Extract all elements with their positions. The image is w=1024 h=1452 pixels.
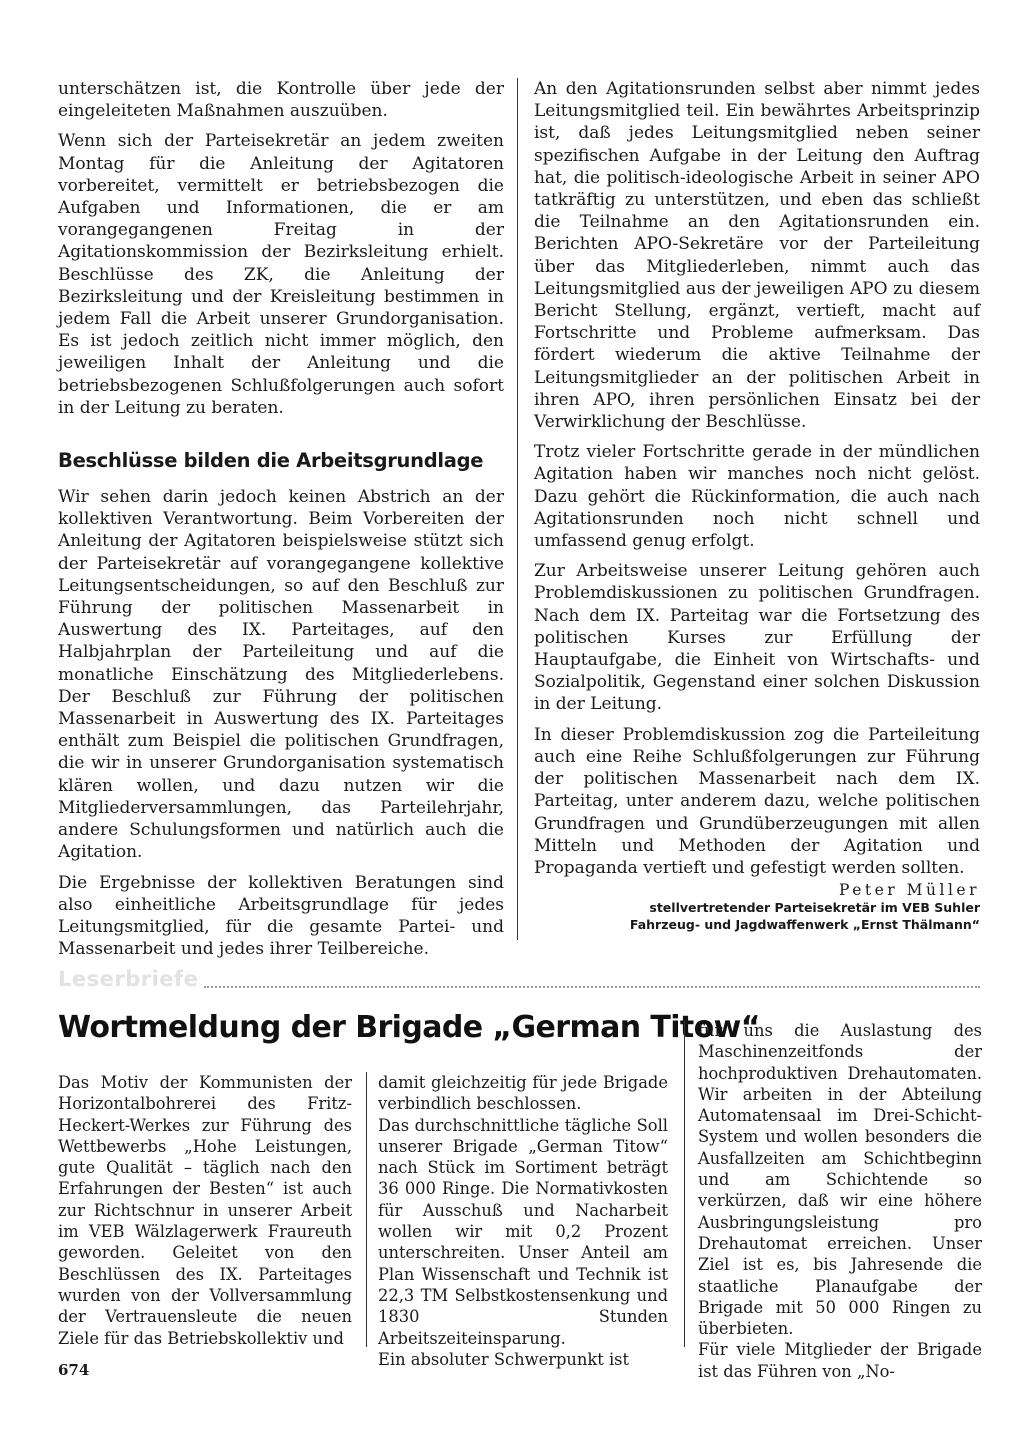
section-label: Leserbriefe xyxy=(58,967,199,991)
letter-column-3 xyxy=(698,1020,982,1382)
column-divider xyxy=(517,78,518,940)
subheading: Beschlüsse bilden die Arbeitsgrundlage xyxy=(58,449,484,473)
author-role: Fahrzeug- und Jagdwaffenwerk „Ernst Thälmann“ xyxy=(629,917,980,933)
column-divider xyxy=(684,1020,685,1347)
article-right-column xyxy=(534,78,980,933)
paragraph: Wir sehen darin jedoch keinen Abstrich an der kollektiven Verantwortung. Beim Vorbereiten der Anleitung der Agitatoren beispielsweise stützt sich der Parteisekretär auf vorangegangene kollektive Leitungsentscheidungen, so auf den Beschluß zur Führung der politischen Massenarbeit in Auswertung des IX. Parteitages, auf den Halbjahrplan der Parteileitung und auf die monatliche Einschätzung des Mitgliederlebens. Der Beschluß zur Führung der politischen Massenarbeit in Auswertung des IX. Parteitages enthält zum Beispiel die politischen Grundfragen, die wir in unserer Grundorganisation systematisch klären wollen, und dazu nutzen wir die Mitgliederversammlungen, das Parteilehrjahr, andere Schulungsformen und natürlich auch die Agitation. xyxy=(58,487,504,863)
paragraph: Trotz vieler Fortschritte gerade in der mündlichen Agitation haben wir manches noch nicht gelöst. Dazu gehört die Rückinformation, die auch nach Agitationsrunden noch nicht schnell und umfassend genug erfolgt. xyxy=(534,442,980,552)
paragraph: An den Agitationsrunden selbst aber nimmt jedes Leitungsmitglied teil. Ein bewährtes Arbeitsprinzip ist, daß jedes Leitungsmitglied neben seiner spezifischen Aufgabe in der Leitung den Auftrag hat, die politisch-ideologische Arbeit in seiner APO tatkräftig zu unterstützen, und eben das schließt die Teilnahme an den Agitationsrunden ein. Berichten APO-Sekretäre vor der Parteileitung über das Mitgliederleben, nimmt auch das Leitungsmitglied aus der jeweiligen APO zu diesem Bericht Stellung, ergänzt, vertieft, macht auf Fortschritte und Probleme aufmerksam. Das fördert wiederum die aktive Teilnahme der Leitungsmitglieder an der politischen Arbeit in ihren APO, ihren persönlichen Einsatz bei der Verwirklichung der Beschlüsse. xyxy=(534,79,980,433)
paragraph: Wenn sich der Parteisekretär an jedem zweiten Montag für die Anleitung der Agitatoren vorbereitet, vermittelt er betriebsbezogen die Aufgaben und Informationen, die er am vorangegangenen Freitag in der Agitationskommission der Bezirksleitung erhielt. Beschlüsse des ZK, die Anleitung der Bezirksleitung und der Kreisleitung bestimmen in jedem Fall die Arbeit unserer Grundorganisation. Es ist jedoch zeitlich nicht immer möglich, den jeweiligen Inhalt der Anleitung und die betriebsbezogenen Schlußfolgerungen auch sofort in der Leitung zu beraten. xyxy=(58,131,504,418)
paragraph: Ein absoluter Schwerpunkt ist xyxy=(378,1349,630,1369)
section-divider xyxy=(204,986,980,988)
page-number: 674 xyxy=(58,1361,90,1379)
letter-column-2 xyxy=(378,1072,668,1370)
paragraph: Das durchschnittliche tägliche Soll unserer Brigade „German Titow“ nach Stück im Sortiment beträgt 36 000 Ringe. Die Normativkosten für Ausschuß und Nacharbeit wollen wir mit 0,2 Prozent unterschreiten. Unser Anteil am Plan Wissenschaft und Technik ist 22,3 TM Selbstkostensenkung und 1830 Stunden Arbeitszeiteinsparung. xyxy=(378,1115,668,1348)
paragraph: für uns die Auslastung des Maschinenzeitfonds der hochproduktiven Drehautomaten. Wir arbeiten in der Abteilung Automatensaal im Drei-Schicht-System und wollen besonders die Ausfallzeiten am Schichtbeginn und am Schichtende so verkürzen, daß wir eine höhere Ausbringungsleistung pro Drehautomat erreichen. Unser Ziel ist es, bis Jahresende die staatliche Planaufgabe der Brigade mit 50 000 Ringen zu überbieten. xyxy=(698,1021,982,1339)
paragraph: damit gleichzeitig für jede Brigade verbindlich beschlossen. xyxy=(378,1073,668,1114)
author-role: stellvertretender Parteisekretär im VEB Suhler xyxy=(649,900,980,916)
article-left-column xyxy=(58,78,504,968)
author-name: Peter Müller xyxy=(839,881,980,900)
letter-column-1 xyxy=(58,1072,352,1349)
column-divider xyxy=(366,1072,367,1347)
paragraph: Für viele Mitglieder der Brigade ist das Führen von „No- xyxy=(698,1340,982,1381)
paragraph: Zur Arbeitsweise unserer Leitung gehören auch Problemdiskussionen zu politischen Grundfragen. Nach dem IX. Parteitag war die Fortsetzung des politischen Kurses zur Erfüllung der Hauptaufgabe, die Einheit von Wirtschafts- und Sozialpolitik, Gegenstand einer solchen Diskussion in der Leitung. xyxy=(534,561,980,715)
article-title: Wortmeldung der Brigade „German Titow“ xyxy=(58,1010,760,1045)
paragraph: unterschätzen ist, die Kontrolle über jede der eingeleiteten Maßnahmen auszuüben. xyxy=(58,79,504,122)
paragraph: Die Ergebnisse der kollektiven Beratungen sind also einheitliche Arbeitsgrundlage für jedes Leitungsmitglied, für die gesamte Partei- und Massenarbeit und jedes ihrer Teilbereiche. xyxy=(58,872,504,960)
paragraph: In dieser Problemdiskussion zog die Parteileitung auch eine Reihe Schlußfolgerungen zur Führung der politischen Massenarbeit nach dem IX. Parteitag, unter anderem dazu, welche politischen Grundfragen und Grundüberzeugungen mit allen Mitteln und Methoden der Agitation und Propaganda vertieft und gefestigt werden sollten. xyxy=(534,724,980,878)
paragraph: Das Motiv der Kommunisten der Horizontalbohrerei des Fritz-Heckert-Werkes zur Führung des Wettbewerbs „Hohe Leistungen, gute Qualität – täglich nach den Erfahrungen der Besten“ ist auch zur Richtschnur in unserer Arbeit im VEB Wälzlagerwerk Fraureuth geworden. Geleitet von den Beschlüssen des IX. Parteitages wurden von der Vollversammlung der Vertrauensleute die neuen Ziele für das Betriebskollektiv und xyxy=(58,1073,352,1348)
